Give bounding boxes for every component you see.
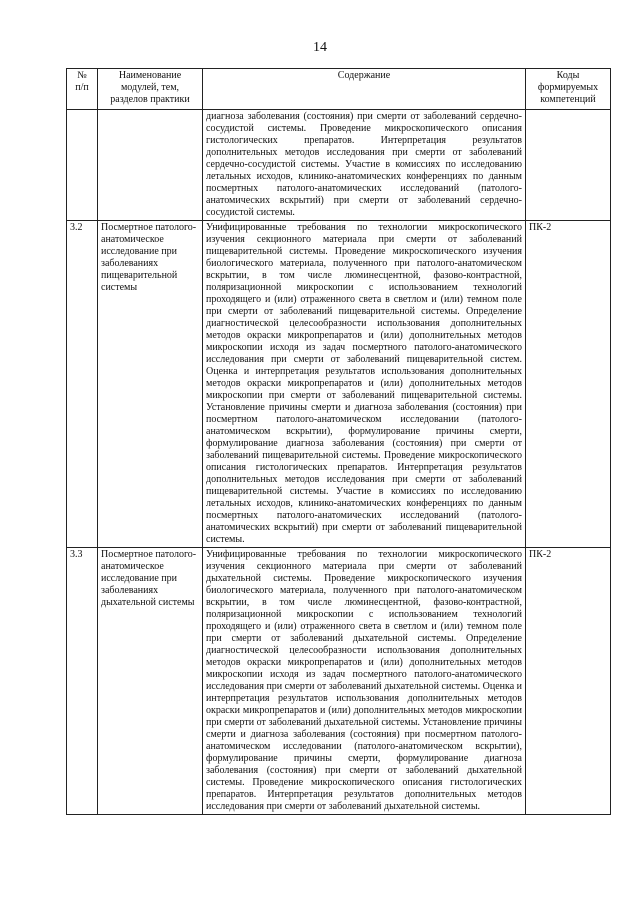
row-codes: ПК-2	[526, 548, 611, 815]
row-num: 3.2	[67, 221, 98, 548]
competencies-table	[66, 68, 611, 815]
table-header-row	[67, 69, 611, 110]
table-row	[67, 110, 611, 221]
row-name: Посмертное патолого-анатомическое исследование при заболеваниях пищеварительной системы	[98, 221, 203, 548]
row-codes: ПК-2	[526, 221, 611, 548]
header-content: Содержание	[203, 69, 526, 110]
row-name	[98, 110, 203, 221]
header-name: Наименование модулей, тем, разделов практики	[98, 69, 203, 110]
row-content: Унифицированные требования по технологии микроскопического изучения секционного материала при смерти от заболеваний дыхательной системы. Проведение микроскопического изучения биологического материала, полученного при патолого-анатомическом вскрытии, в том числе люминесцентной, фазово-контрастной, поляризационной микроскопии с использованием технологий проходящего и (или) отраженного света в светлом и (или) темном поле при смерти от заболеваний дыхательной системы. Определение диагностической целесообразности использования дополнительных методов окраски микропрепаратов и (или) дополнительных методов микроскопии исходя из задач посмертного патолого-анатомического исследования при смерти от заболеваний дыхательной системы. Оценка и интерпретация результатов использования дополнительных методов окраски микропрепаратов и (или) дополнительных методов микроскопии при смерти от заболеваний дыхательной системы. Установление причины смерти и диагноза заболевания (состояния) при посмертном патолого-анатомическом исследовании (патолого-анатомическом вскрытии), формулирование причины смерти, формулирование диагноза заболевания (состояния) при смерти от заболеваний дыхательной системы. Проведение микроскопического описания гистологических препаратов. Интерпретация результатов дополнительных методов исследования при смерти от заболеваний дыхательной системы.	[203, 548, 526, 815]
row-content: Унифицированные требования по технологии микроскопического изучения секционного материала при смерти от заболеваний пищеварительной системы. Проведение микроскопического изучения биологического материала, полученного при патолого-анатомическом вскрытии, в том числе люминесцентной, фазово-контрастной, поляризационной микроскопии с использованием технологий проходящего и (или) отраженного света в светлом и (или) темном поле при смерти от заболеваний пищеварительной системы. Определение диагностической целесообразности использования дополнительных методов окраски микропрепаратов и (или) дополнительных методов микроскопии исходя из задач посмертного патолого-анатомического исследования при смерти от заболеваний пищеварительной систем. Оценка и интерпретация результатов использования дополнительных методов окраски микропрепаратов и (или) дополнительных методов микроскопии при смерти от заболеваний пищеварительной системы. Установление причины смерти и диагноза заболевания (состояния) при посмертном патолого-анатомическом исследовании (патолого-анатомическом вскрытии), формулирование причины смерти, формулирование диагноза заболевания (состояния) при смерти от заболеваний пищеварительной системы. Проведение микроскопического описания гистологических препаратов. Интерпретация результатов дополнительных методов исследования при смерти от заболеваний пищеварительной системы. Участие в комиссиях по исследованию летальных исходов, клинико-анатомических конференциях по данным посмертных патолого-анатомических исследований (патолого-анатомических вскрытий) при смерти от заболеваний пищеварительной системы.	[203, 221, 526, 548]
header-num: № п/п	[67, 69, 98, 110]
row-codes	[526, 110, 611, 221]
table-row	[67, 548, 611, 815]
table-row	[67, 221, 611, 548]
row-name: Посмертное патолого-анатомическое исследование при заболеваниях дыхательной системы	[98, 548, 203, 815]
page-number: 14	[313, 40, 327, 55]
row-num: 3.3	[67, 548, 98, 815]
row-content: диагноза заболевания (состояния) при смерти от заболеваний сердечно-сосудистой системы. Проведение микроскопического описания гистологических препаратов. Интерпретация результатов дополнительных методов исследования при смерти от заболеваний сердечно-сосудистой системы. Участие в комиссиях по исследованию летальных исходов, клинико-анатомических конференциях по данным посмертных патолого-анатомических исследований (патолого-анатомических вскрытий) при смерти от заболеваний сердечно-сосудистой системы.	[203, 110, 526, 221]
header-codes: Коды формируемых компетенций	[526, 69, 611, 110]
row-num	[67, 110, 98, 221]
